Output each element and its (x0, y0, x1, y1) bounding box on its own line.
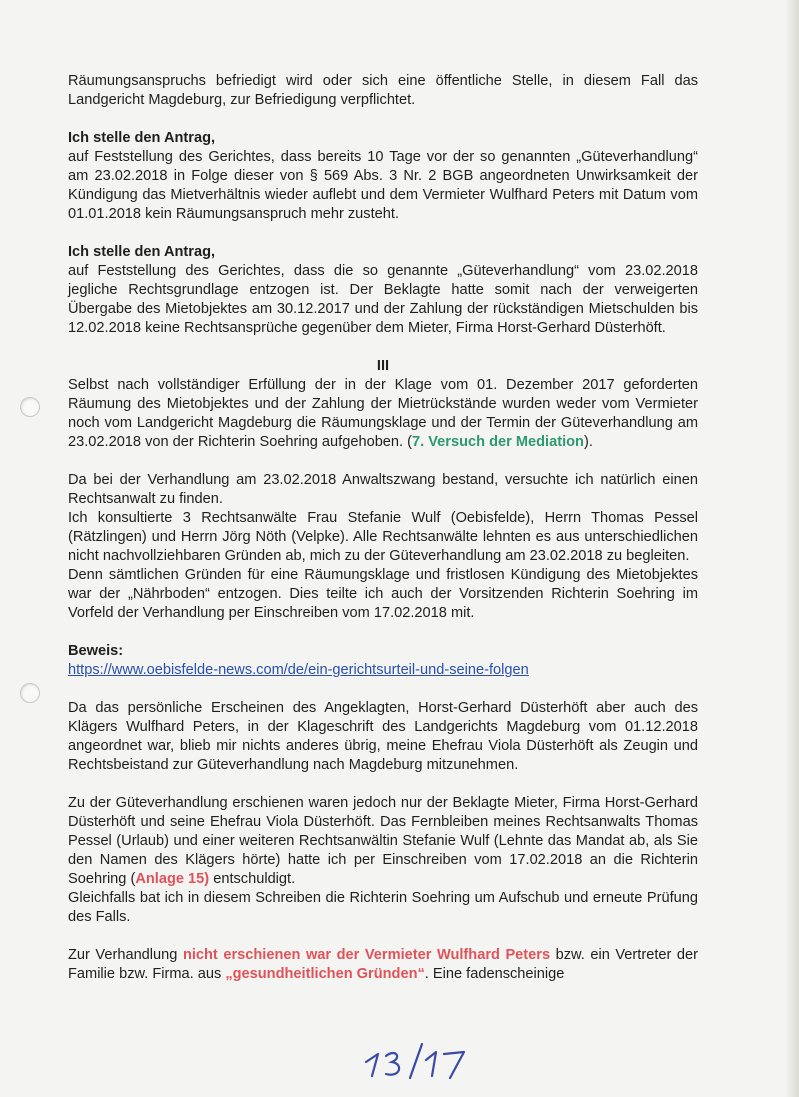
antrag-heading-2: Ich stelle den Antrag, (68, 244, 216, 260)
vermieter-text-c: . Eine fadenscheinige (424, 966, 565, 982)
vermieter-text-a: Zur Verhandlung (68, 947, 183, 963)
gruende-highlight: „gesundheitlichen Gründen“ (225, 966, 425, 982)
antrag-heading-1: Ich stelle den Antrag, (68, 130, 216, 146)
paragraph-anwaltszwang: Da bei der Verhandlung am 23.02.2018 Anwaltszwang bestand, versuchte ich natürlich einen Rechtsanwalt zu finden. (68, 472, 698, 507)
page-edge-shadow (785, 0, 799, 1097)
handwritten-page-number (360, 1040, 480, 1080)
document-body (68, 72, 698, 984)
section-number: III (376, 358, 390, 374)
antrag-body-1: auf Feststellung des Gerichtes, dass bereits 10 Tage vor der so genannten „Güteverhandlung“ am 23.02.2018 in Folge dieser von § 569 Abs. 3 Nr. 2 BGB angeordneten Unwirksamkeit der Kündigung das Mietverhältnis wieder auflebt und dem Vermieter Wulfhard Peters mit Datum vom 01.01.2018 kein Räumungsanspruch mehr zusteht. (68, 149, 698, 222)
paragraph-vermieter (68, 946, 698, 984)
paragraph-rechtsanwaelte: Ich konsultierte 3 Rechtsanwälte Frau Stefanie Wulf (Oebisfelde), Herrn Thomas Pessel (Rätzlingen) und Herrn Jörg Nöth (Velpke). Alle Rechtsanwälte lehnten es aus unterschiedlichen nicht nachvollziehbaren Gründen ab, mich zu der Güteverhandlung am 23.02.2018 zu begleiten. (68, 510, 698, 564)
punch-hole-bottom (20, 683, 40, 703)
paragraph-aufschub: Gleichfalls bat ich in diesem Schreiben die Richterin Soehring um Aufschub und erneute Prüfung des Falls. (68, 890, 698, 925)
beweis-link[interactable]: https://www.oebisfelde-news.com/de/ein-gerichtsurteil-und-seine-folgen (68, 662, 529, 678)
beweis-link-line (68, 661, 698, 680)
antrag-body-2: auf Feststellung des Gerichtes, dass die so genannte „Güteverhandlung“ vom 23.02.2018 jegliche Rechtsgrundlage entzogen ist. Der Beklagte hatte somit nach der verweigerten Übergabe des Mietobjektes am 30.12.2017 und der Zahlung der rückständigen Mietschulden bis 12.02.2018 keine Rechtsansprüche gegenüber dem Mieter, Firma Horst-Gerhard Düsterhöft. (68, 263, 698, 336)
paragraph-guteverhandlung (68, 794, 698, 889)
paragraph-naehrboden: Denn sämtlichen Gründen für eine Räumungsklage und fristlosen Kündigung des Mietobjektes war der „Nährboden“ entzogen. Dies teilte ich auch der Vorsitzenden Richterin Soehring im Vorfeld der Verhandlung per Einschreiben vom 17.02.2018 mit. (68, 567, 698, 621)
vermieter-text-b: bzw. ein Vertreter der Familie bzw. Firma. aus (68, 947, 698, 982)
mediation-text: Selbst nach vollständiger Erfüllung der in der Klage vom 01. Dezember 2017 geforderten Räumung des Mietobjektes und der Zahlung der Mietrückstände wurden weder vom Vermieter noch vom Landgericht Magdeburg die Räumungsklage und der Termin der Güteverhandlung am 23.02.2018 von der Richterin Soehring aufgehoben. ( (68, 377, 698, 450)
paragraph-erscheinen: Da das persönliche Erscheinen des Angeklagten, Horst-Gerhard Düsterhöft aber auch des Klägers Wulfhard Peters, in der Klageschrift des Landgerichts Magdeburg vom 01.12.2018 angeordnet war, blieb mir nichts anderes übrig, meine Ehefrau Viola Düsterhöft als Zeugin und Rechtsbeistand zur Güteverhandlung nach Magdeburg mitzunehmen. (68, 700, 698, 773)
vermieter-highlight: nicht erschienen war der Vermieter Wulfhard Peters (182, 947, 551, 963)
guteverhandlung-text: Zu der Güteverhandlung erschienen waren jedoch nur der Beklagte Mieter, Firma Horst-Gerhard Düsterhöft und seine Ehefrau Viola Düsterhöft. Das Fernbleiben meines Rechtsanwalts Thomas Pessel (Urlaub) und einer weiteren Rechtsanwältin Stefanie Wulf (Lehnte das Mandat ab, als Sie den Namen des Klägers hörte) hatte ich per Einschreiben vom 17.02.2018 an die Richterin Soehring ( (68, 795, 698, 887)
punch-hole-top (20, 397, 40, 417)
mediation-highlight: 7. Versuch der Mediation (412, 434, 584, 450)
anlage-reference: Anlage 15) (135, 871, 210, 887)
beweis-heading: Beweis: (68, 643, 124, 659)
paragraph-mediation (68, 376, 698, 452)
paragraph-intro: Räumungsanspruchs befriedigt wird oder sich eine öffentliche Stelle, in diesem Fall das Landgericht Magdeburg, zur Befriedigung verpflichtet. (68, 73, 698, 108)
mediation-end: ). (583, 434, 593, 450)
guteverhandlung-end: entschuldigt. (209, 871, 296, 887)
